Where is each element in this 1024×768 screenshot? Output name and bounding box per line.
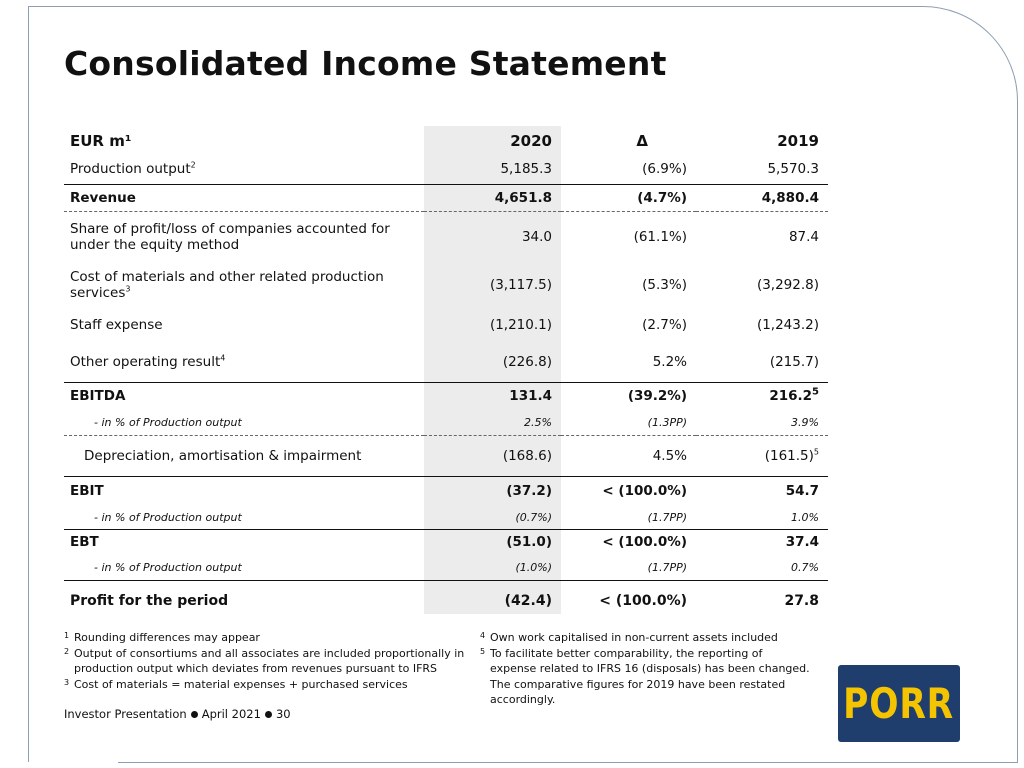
cell-2020: 5,185.3	[500, 161, 552, 177]
table-row	[64, 581, 828, 622]
cell-2019: (1,243.2)	[756, 317, 819, 333]
row-label: EBIT	[64, 477, 424, 506]
footnotes-left	[64, 630, 484, 692]
header-delta: Δ	[636, 132, 648, 150]
footnote: 2 Output of consortiums and all associates are included proportionally in production output which deviates from revenues pursuant to IFRS	[64, 646, 465, 675]
footer-presentation: Investor Presentation	[64, 707, 187, 721]
cell-2020: (0.7%)	[515, 510, 552, 524]
row-label: - in % of Production output	[94, 415, 242, 429]
cell-2019: 5,570.3	[767, 161, 819, 177]
cell-2020: 2.5%	[524, 415, 552, 429]
cell-2019: 37.4	[696, 530, 828, 555]
table-row	[64, 308, 828, 342]
cell-2019: 87.4	[696, 212, 828, 262]
row-label: - in % of Production output	[94, 560, 242, 574]
bullet-icon	[191, 711, 198, 718]
table-row	[64, 154, 828, 185]
cell-2019: 54.7	[696, 477, 828, 506]
footnotes-right	[480, 630, 810, 708]
table-row	[64, 530, 828, 555]
cell-2020: (1,210.1)	[489, 317, 552, 333]
footnote: 4 Own work capitalised in non-current assets included	[480, 631, 778, 644]
cell-2020: 131.4	[424, 383, 561, 410]
cell-delta: < (100.0%)	[561, 530, 696, 555]
table-row	[64, 212, 828, 262]
cell-2020: (51.0)	[424, 530, 561, 555]
table-row	[64, 383, 828, 410]
cell-2019: 27.8	[696, 581, 828, 622]
footnote: 1 Rounding differences may appear	[64, 631, 260, 644]
cell-delta: < (100.0%)	[561, 477, 696, 506]
cell-delta: (61.1%)	[561, 212, 696, 262]
table-row	[64, 261, 828, 308]
table-row	[64, 505, 828, 530]
row-label: Staff expense	[70, 317, 163, 333]
cell-2019: $(161.5)^5$	[696, 436, 828, 477]
row-label: Profit for the period	[64, 581, 424, 622]
cell-2019: (215.7)	[769, 354, 819, 370]
cell-2019: 4,880.4	[696, 185, 828, 212]
bullet-icon	[265, 711, 272, 718]
row-label: Share of profit/loss of companies accounted for under the equity method	[64, 212, 424, 262]
table-row	[64, 477, 828, 506]
row-label: EBITDA	[64, 383, 424, 410]
table-row	[64, 436, 828, 477]
cell-2020: 34.0	[424, 212, 561, 262]
income-statement-table	[64, 126, 828, 621]
header-unit: EUR m¹	[70, 132, 132, 150]
row-label: - in % of Production output	[94, 510, 242, 524]
cell-2020: (42.4)	[424, 581, 561, 622]
table-row	[64, 185, 828, 212]
cell-delta: 4.5%	[561, 436, 696, 477]
cell-2019: 216.2$^5$	[696, 383, 828, 410]
cell-2019: 0.7%	[791, 560, 819, 574]
table-row	[64, 342, 828, 383]
table-row	[64, 409, 828, 436]
porr-logo	[838, 665, 960, 742]
header-2019: 2019	[777, 132, 819, 150]
table-header-row	[64, 126, 828, 154]
row-label: Other operating result$^4$	[70, 353, 226, 370]
cell-2020: (3,117.5)	[489, 276, 552, 293]
footer-page-number: 30	[275, 707, 291, 721]
cell-2019: 3.9%	[791, 415, 819, 429]
row-label: Revenue	[64, 185, 424, 212]
cell-delta: 5.2%	[652, 354, 687, 370]
cell-2019: (3,292.8)	[756, 276, 819, 293]
row-label: Depreciation, amortisation & impairment	[64, 436, 424, 477]
cell-delta: (4.7%)	[561, 185, 696, 212]
cell-delta: (39.2%)	[561, 383, 696, 410]
page-title: Consolidated Income Statement	[64, 44, 667, 83]
cell-delta: (1.7PP)	[647, 560, 687, 574]
cell-2020: (168.6)	[424, 436, 561, 477]
cell-2019: 1.0%	[791, 510, 819, 524]
cell-delta: (6.9%)	[642, 161, 687, 177]
cell-2020: (37.2)	[424, 477, 561, 506]
cell-delta: (1.7PP)	[647, 510, 687, 524]
cell-2020: (1.0%)	[515, 560, 552, 574]
cell-delta: < (100.0%)	[561, 581, 696, 622]
cell-2020: (226.8)	[502, 354, 552, 370]
header-2020: 2020	[510, 132, 552, 150]
footnote: 3 Cost of materials = material expenses + purchased services	[64, 677, 408, 691]
footer-date: April 2021	[201, 707, 261, 721]
cell-delta: (2.7%)	[642, 317, 687, 333]
row-label: EBT	[64, 530, 424, 555]
cell-delta: (5.3%)	[642, 276, 687, 293]
table-row	[64, 554, 828, 581]
footer	[64, 707, 291, 721]
footnote: 5 To facilitate better comparability, the reporting of expense related to IFRS 16 (disposals) has been changed. The comparative figures for 2019 have been restated accordingly.	[480, 646, 810, 706]
row-label: Cost of materials and other related production services$^3$	[70, 268, 384, 301]
cell-delta: (1.3PP)	[647, 415, 687, 429]
row-label: Production output$^2$	[70, 160, 196, 177]
cell-2020: 4,651.8	[424, 185, 561, 212]
logo-text: PORR	[843, 679, 955, 728]
